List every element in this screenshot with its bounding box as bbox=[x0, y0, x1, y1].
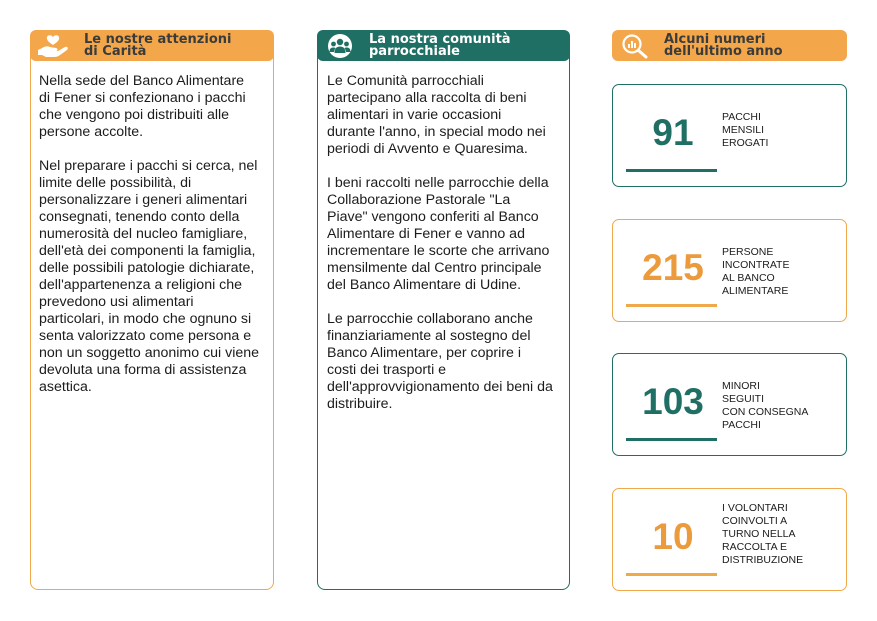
stat-label: PACCHI MENSILI EROGATI bbox=[722, 111, 769, 149]
stat-underline bbox=[626, 169, 717, 172]
stat-card bbox=[612, 488, 847, 591]
stat-card bbox=[612, 353, 847, 456]
carita-text: Nella sede del Banco Alimentare di Fener si confezionano i pacchi che vengono poi distribuiti alle persone accolte. Nel preparare i pacchi si cerca, nel limite delle possibilità, di personalizzare i generi alimentari consegnati, tenendo conto della numerosità del nucleo famigliare, dell'età dei componenti la famiglia, delle possibili patologie dichiarate, dell'appartenenza a religioni che prevedono usi alimentari particolari, in modo che ognuno si senta valorizzato come persona e non un soggetto anonimo cui viene devoluta una forma di assistenza asettica. bbox=[39, 73, 260, 395]
magnifier-chart-icon bbox=[612, 30, 658, 61]
comunita-title: La nostra comunità parrocchiale bbox=[369, 31, 511, 59]
comunita-header bbox=[317, 30, 570, 61]
stat-label: PERSONE INCONTRATE AL BANCO ALIMENTARE bbox=[722, 246, 790, 297]
hand-heart-icon bbox=[30, 30, 76, 61]
stat-card bbox=[612, 219, 847, 322]
stat-value: 103 bbox=[642, 381, 704, 422]
stat-label: I VOLONTARI COINVOLTI A TURNO NELLA RACCOLTA E DISTRIBUZIONE bbox=[722, 502, 804, 566]
stat-card bbox=[612, 84, 847, 187]
comunita-text: Le Comunità parrocchiali partecipano alla raccolta di beni alimentari in varie occasioni durante l'anno, in special modo nei periodi di Avvento e Quaresima. I beni raccolti nelle parrocchie della Collaborazione Pastorale "La Piave" vengono conferiti al Banco Alimentare di Fener e vanno ad incrementare le scorte che arrivano mensilmente dal Centro principale del Banco Alimentare di Udine. Le parrocchie collaborano anche finanziariamente al sostegno del Banco Alimentare, per coprire i costi dei trasporti e dell'approvvigionamento dei beni da distribuire. bbox=[327, 73, 553, 412]
stat-underline bbox=[626, 438, 717, 441]
stat-label: MINORI SEGUITI CON CONSEGNA PACCHI bbox=[722, 380, 809, 431]
stat-value: 215 bbox=[642, 247, 704, 288]
stat-value: 91 bbox=[652, 112, 694, 153]
carita-title: Le nostre attenzioni di Carità bbox=[84, 31, 232, 59]
numeri-header bbox=[612, 30, 847, 61]
carita-header bbox=[30, 30, 274, 61]
stat-value: 10 bbox=[652, 516, 694, 557]
community-people-icon bbox=[317, 30, 363, 61]
numeri-title: Alcuni numeri dell'ultimo anno bbox=[664, 31, 783, 59]
stat-underline bbox=[626, 304, 717, 307]
stat-underline bbox=[626, 573, 717, 576]
